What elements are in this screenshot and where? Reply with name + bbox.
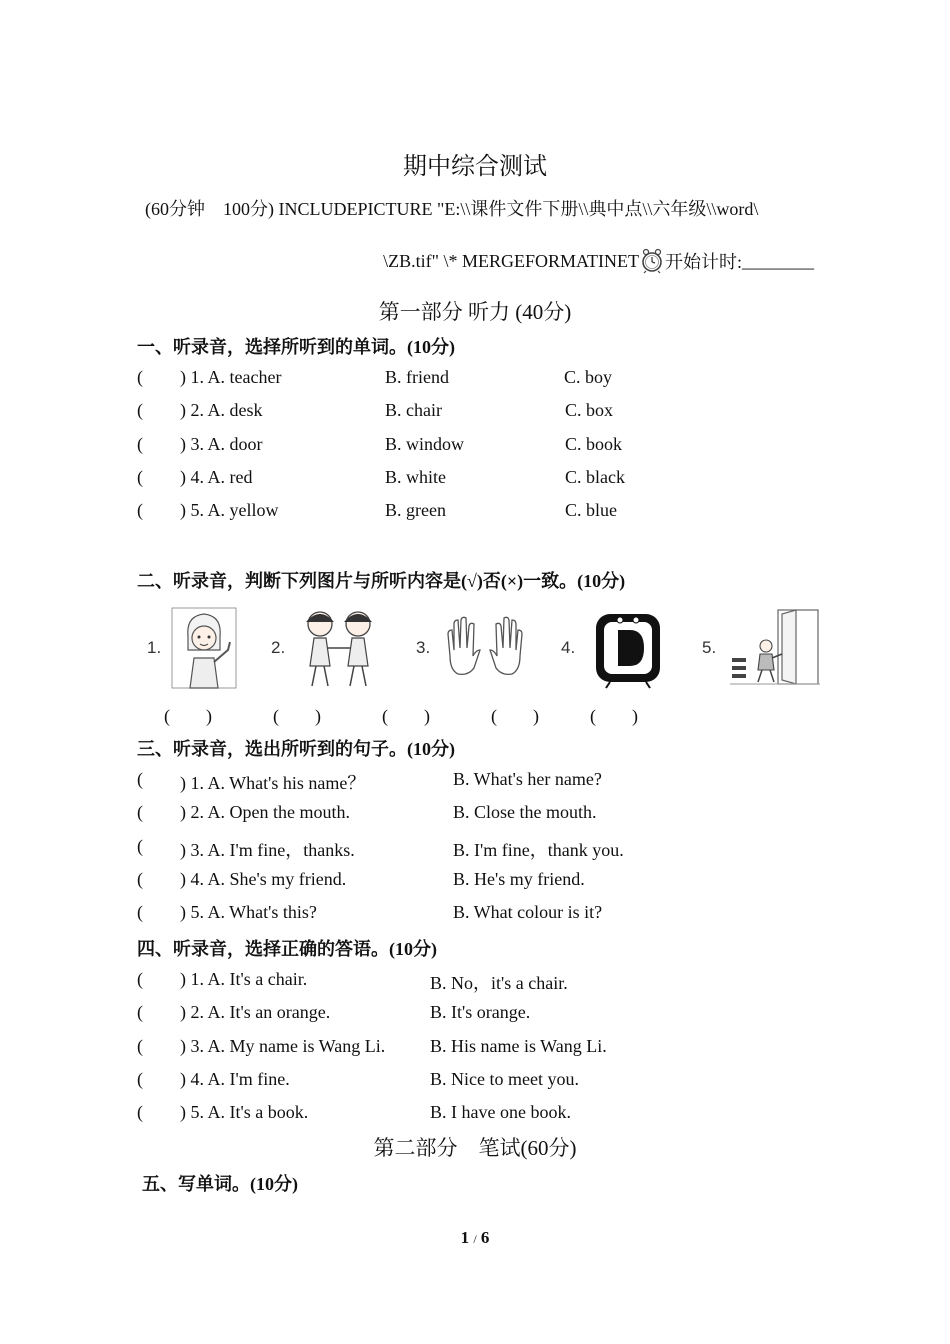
s4-option-a: ) 5. A. It's a book. (180, 1102, 309, 1122)
s3-option-b: B. Close the mouth. (453, 802, 597, 822)
answer-paren: ( (137, 1002, 143, 1022)
page-separator: / (473, 1232, 477, 1246)
s3-option-b: B. What's her name? (453, 769, 602, 789)
s1-option-b: B. chair (385, 400, 442, 420)
part-1-heading: 第一部分 听力 (40分) (378, 300, 572, 324)
s3-option-b: B. What colour is it? (453, 902, 603, 922)
picture-number: 1. (147, 638, 162, 657)
answer-paren: ( (137, 500, 143, 520)
subtitle-line-2 (383, 248, 814, 274)
two-hands-icon (442, 606, 528, 690)
s1-option-b: B. window (385, 434, 465, 454)
s1-option-a: ) 4. A. red (180, 467, 253, 487)
answer-blank: ( ) (382, 706, 430, 726)
picture-number: 4. (561, 638, 576, 657)
answer-blank: ( ) (273, 706, 321, 726)
s4-option-a: ) 3. A. My name is Wang Li. (180, 1036, 386, 1056)
s1-option-a: ) 1. A. teacher (180, 367, 282, 387)
s1-option-a: ) 2. A. desk (180, 400, 263, 420)
s4-option-b: B. Nice to meet you. (430, 1069, 579, 1089)
answer-paren: ( (137, 769, 143, 789)
answer-paren: ( (137, 1036, 143, 1056)
s3-option-b: B. I'm fine，thank you. (453, 840, 624, 860)
answer-blank: ( ) (590, 706, 638, 726)
picture-number: 5. (702, 638, 717, 657)
s1-option-a: ) 3. A. door (180, 434, 263, 454)
s1-option-b: B. green (385, 500, 446, 520)
two-children-icon (296, 606, 382, 690)
s4-option-b: B. I have one book. (430, 1102, 571, 1122)
s1-option-b: B. white (385, 467, 446, 487)
answer-paren: ( (137, 400, 143, 420)
s1-option-c: C. boy (564, 367, 613, 387)
section-2-heading: 二、听录音，判断下列图片与所听内容是(√)否(×)一致。(10分) (137, 571, 626, 591)
answer-paren: ( (137, 802, 143, 822)
girl-pointing-icon (170, 606, 238, 690)
s3-option-b: B. He's my friend. (453, 869, 585, 889)
s4-option-b: B. It's orange. (430, 1002, 531, 1022)
s3-option-a: ) 1. A. What's his name？ (180, 773, 366, 793)
answer-paren: ( (137, 869, 143, 889)
answer-blank: ( ) (164, 706, 212, 726)
answer-paren: ( (137, 969, 143, 989)
answer-paren: ( (137, 434, 143, 454)
section-4-heading: 四、听录音，选择正确的答语。(10分) (137, 939, 437, 959)
s4-option-b: B. His name is Wang Li. (430, 1036, 607, 1056)
s3-option-a: ) 2. A. Open the mouth. (180, 802, 350, 822)
section-3-heading: 三、听录音，选出所听到的句子。(10分) (137, 739, 455, 759)
page-number (0, 1228, 950, 1248)
letter-d-icon (590, 606, 668, 690)
answer-paren: ( (137, 467, 143, 487)
answer-paren: ( (137, 902, 143, 922)
boy-at-door-icon (730, 606, 820, 690)
section-1-heading: 一、听录音，选择所听到的单词。(10分) (137, 337, 455, 357)
picture-number: 3. (416, 638, 431, 657)
s3-option-a: ) 4. A. She's my friend. (180, 869, 347, 889)
picture-number: 2. (271, 638, 286, 657)
subtitle-line-1: (60分钟 100分) INCLUDEPICTURE "E:\\课件文件下册\\典中点\\六年级\\word\ (145, 199, 759, 219)
answer-paren: ( (137, 367, 143, 387)
s1-option-c: C. book (565, 434, 623, 454)
s1-option-b: B. friend (385, 367, 449, 387)
answer-paren: ( (137, 836, 143, 856)
s1-option-c: C. box (565, 400, 614, 420)
subtitle-line-2-text: \ZB.tif" \* MERGEFORMATINET (383, 250, 639, 271)
answer-blank: ( ) (491, 706, 539, 726)
page-total: 6 (480, 1228, 490, 1247)
answer-paren: ( (137, 1102, 143, 1122)
s1-option-c: C. black (565, 467, 625, 487)
timer-label: 开始计时: (664, 252, 742, 272)
page-current: 1 (460, 1228, 470, 1247)
section-5-heading: 五、写单词。(10分) (142, 1174, 298, 1194)
s1-option-a: ) 5. A. yellow (180, 500, 279, 520)
s3-option-a: ) 3. A. I'm fine，thanks. (180, 840, 355, 860)
s4-option-b: B. No，it's a chair. (430, 973, 568, 993)
s4-option-a: ) 4. A. I'm fine. (180, 1069, 290, 1089)
answer-paren: ( (137, 1069, 143, 1089)
alarm-clock-icon (641, 248, 663, 274)
s4-option-a: ) 1. A. It's a chair. (180, 969, 308, 989)
part-2-heading: 第二部分 笔试(60分) (373, 1136, 577, 1160)
s3-option-a: ) 5. A. What's this? (180, 902, 317, 922)
s4-option-a: ) 2. A. It's an orange. (180, 1002, 331, 1022)
s1-option-c: C. blue (565, 500, 617, 520)
timer-blank: ________ (742, 250, 814, 271)
page-title: 期中综合测试 (403, 154, 547, 180)
